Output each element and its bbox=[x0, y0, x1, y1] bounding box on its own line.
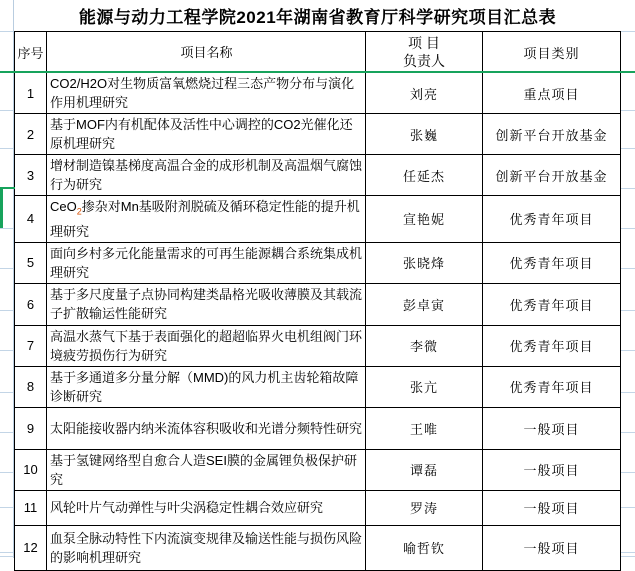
row-no-cell[interactable]: 11 bbox=[15, 490, 47, 525]
sheet-gridline bbox=[621, 188, 635, 189]
category-cell[interactable]: 重点项目 bbox=[483, 73, 621, 114]
project-name-cell[interactable]: 基于多尺度量子点协同构建类晶格光吸收薄膜及其载流子扩散输运性能研究 bbox=[47, 283, 366, 325]
sheet-margin-left bbox=[0, 0, 14, 558]
sheet-gridline bbox=[0, 310, 13, 311]
row-no-cell[interactable]: 10 bbox=[15, 449, 47, 490]
project-name-cell[interactable]: 高温水蒸气下基于表面强化的超超临界火电机组阀门环境疲劳损伤行为研究 bbox=[47, 325, 366, 366]
leader-cell[interactable]: 李微 bbox=[366, 325, 483, 366]
table-row bbox=[15, 525, 621, 570]
sheet-gridline bbox=[0, 432, 13, 433]
sheet-gridline bbox=[0, 350, 13, 351]
header-project-name[interactable]: 项目名称 bbox=[47, 32, 366, 73]
sheet-gridline bbox=[621, 432, 635, 433]
sheet-gridline bbox=[621, 148, 635, 149]
formula-subscript: 2 bbox=[76, 206, 82, 217]
sheet-gridline bbox=[621, 31, 635, 32]
table-row bbox=[15, 490, 621, 525]
header-leader-line1: 项 目 bbox=[408, 35, 440, 51]
sheet-gridline bbox=[621, 556, 635, 557]
row4-selection-bar bbox=[0, 187, 3, 228]
sheet-gridline bbox=[0, 472, 13, 473]
row-no-cell[interactable]: 2 bbox=[15, 114, 47, 155]
category-cell[interactable]: 一般项目 bbox=[483, 490, 621, 525]
header-leader-line2: 负责人 bbox=[403, 53, 445, 69]
sheet-gridline bbox=[621, 310, 635, 311]
leader-cell[interactable]: 刘亮 bbox=[366, 73, 483, 114]
formula-prefix: CeO bbox=[50, 199, 77, 214]
sheet-gridline bbox=[0, 228, 13, 229]
leader-cell[interactable]: 谭磊 bbox=[366, 449, 483, 490]
category-cell[interactable]: 优秀青年项目 bbox=[483, 366, 621, 407]
table-row bbox=[15, 114, 621, 155]
header-row bbox=[15, 32, 621, 73]
sheet-gridline bbox=[621, 507, 635, 508]
sheet-gridline bbox=[621, 268, 635, 269]
project-name-cell[interactable]: CO2/H2O对生物质富氧燃烧过程三态产物分布与演化作用机理研究 bbox=[47, 73, 366, 114]
leader-cell[interactable]: 宣艳妮 bbox=[366, 196, 483, 243]
table-title: 能源与动力工程学院2021年湖南省教育厅科学研究项目汇总表 bbox=[78, 8, 557, 27]
project-name-cell[interactable]: 血泵全脉动特性下内流演变规律及输送性能与损伤风险的影响机理研究 bbox=[47, 525, 366, 570]
sheet-gridline bbox=[621, 110, 635, 111]
sheet-gridline bbox=[0, 552, 13, 553]
sheet-gridline bbox=[0, 110, 13, 111]
header-no[interactable]: 序号 bbox=[15, 32, 47, 73]
project-name-cell[interactable]: 基于多通道多分量分解（MMD)的风力机主齿轮箱故障诊断研究 bbox=[47, 366, 366, 407]
projects-table bbox=[14, 31, 621, 571]
selection-highlight-line bbox=[0, 71, 635, 73]
row-no-cell[interactable]: 8 bbox=[15, 366, 47, 407]
header-category[interactable]: 项目类别 bbox=[483, 32, 621, 73]
leader-cell[interactable]: 任延杰 bbox=[366, 155, 483, 196]
row-no-cell[interactable]: 1 bbox=[15, 73, 47, 114]
row-no-cell[interactable]: 6 bbox=[15, 283, 47, 325]
table-row bbox=[15, 449, 621, 490]
sheet-gridline bbox=[0, 392, 13, 393]
sheet-gridline bbox=[621, 350, 635, 351]
category-cell[interactable]: 优秀青年项目 bbox=[483, 242, 621, 283]
sheet-gridline bbox=[0, 31, 13, 32]
row-no-cell[interactable]: 7 bbox=[15, 325, 47, 366]
project-name-cell[interactable] bbox=[47, 196, 366, 243]
sheet-gridline bbox=[0, 507, 13, 508]
table-row bbox=[15, 73, 621, 114]
sheet-gridline bbox=[621, 552, 635, 553]
table-row bbox=[15, 283, 621, 325]
sheet-margin-right bbox=[621, 0, 635, 558]
project-name-cell[interactable]: 风轮叶片气动弹性与叶尖涡稳定性耦合效应研究 bbox=[47, 490, 366, 525]
project-name-cell[interactable]: 增材制造镍基梯度高温合金的成形机制及高温烟气腐蚀行为研究 bbox=[47, 155, 366, 196]
row-no-cell[interactable]: 5 bbox=[15, 242, 47, 283]
sheet-gridline bbox=[621, 472, 635, 473]
sheet-gridline bbox=[621, 228, 635, 229]
category-cell[interactable]: 创新平台开放基金 bbox=[483, 155, 621, 196]
category-cell[interactable]: 优秀青年项目 bbox=[483, 325, 621, 366]
formula-suffix: 掺杂对Mn基吸附剂脱硫及循环稳定性能的提升机理研究 bbox=[50, 199, 360, 239]
leader-cell[interactable]: 张亢 bbox=[366, 366, 483, 407]
project-name-cell[interactable]: 基于MOF内有机配体及活性中心调控的CO2光催化还原机理研究 bbox=[47, 114, 366, 155]
project-name-cell[interactable]: 基于氢键网络型自愈合人造SEI膜的金属锂负极保护研究 bbox=[47, 449, 366, 490]
leader-cell[interactable]: 罗涛 bbox=[366, 490, 483, 525]
leader-cell[interactable]: 张晓烽 bbox=[366, 242, 483, 283]
row-no-cell[interactable]: 4 bbox=[15, 196, 47, 243]
row-no-cell[interactable]: 12 bbox=[15, 525, 47, 570]
table-row bbox=[15, 366, 621, 407]
project-name-cell[interactable]: 太阳能接收器内纳米流体容积吸收和光谱分频特性研究 bbox=[47, 407, 366, 449]
category-cell[interactable]: 创新平台开放基金 bbox=[483, 114, 621, 155]
table-row bbox=[15, 155, 621, 196]
sheet-gridline bbox=[0, 148, 13, 149]
header-leader[interactable] bbox=[366, 32, 483, 73]
table-row bbox=[15, 242, 621, 283]
sheet-gridline bbox=[0, 556, 13, 557]
category-cell[interactable]: 优秀青年项目 bbox=[483, 196, 621, 243]
leader-cell[interactable]: 彭卓寅 bbox=[366, 283, 483, 325]
row-no-cell[interactable]: 9 bbox=[15, 407, 47, 449]
leader-cell[interactable]: 王唯 bbox=[366, 407, 483, 449]
row-no-cell[interactable]: 3 bbox=[15, 155, 47, 196]
leader-cell[interactable]: 张巍 bbox=[366, 114, 483, 155]
leader-cell[interactable]: 喻哲钦 bbox=[366, 525, 483, 570]
sheet-gridline bbox=[621, 392, 635, 393]
project-name-cell[interactable]: 面向乡村多元化能量需求的可再生能源耦合系统集成机理研究 bbox=[47, 242, 366, 283]
category-cell[interactable]: 优秀青年项目 bbox=[483, 283, 621, 325]
table-row bbox=[15, 325, 621, 366]
sheet-gridline bbox=[0, 268, 13, 269]
category-cell[interactable]: 一般项目 bbox=[483, 449, 621, 490]
category-cell[interactable]: 一般项目 bbox=[483, 407, 621, 449]
table-row bbox=[15, 196, 621, 243]
category-cell[interactable]: 一般项目 bbox=[483, 525, 621, 570]
table-row bbox=[15, 407, 621, 449]
